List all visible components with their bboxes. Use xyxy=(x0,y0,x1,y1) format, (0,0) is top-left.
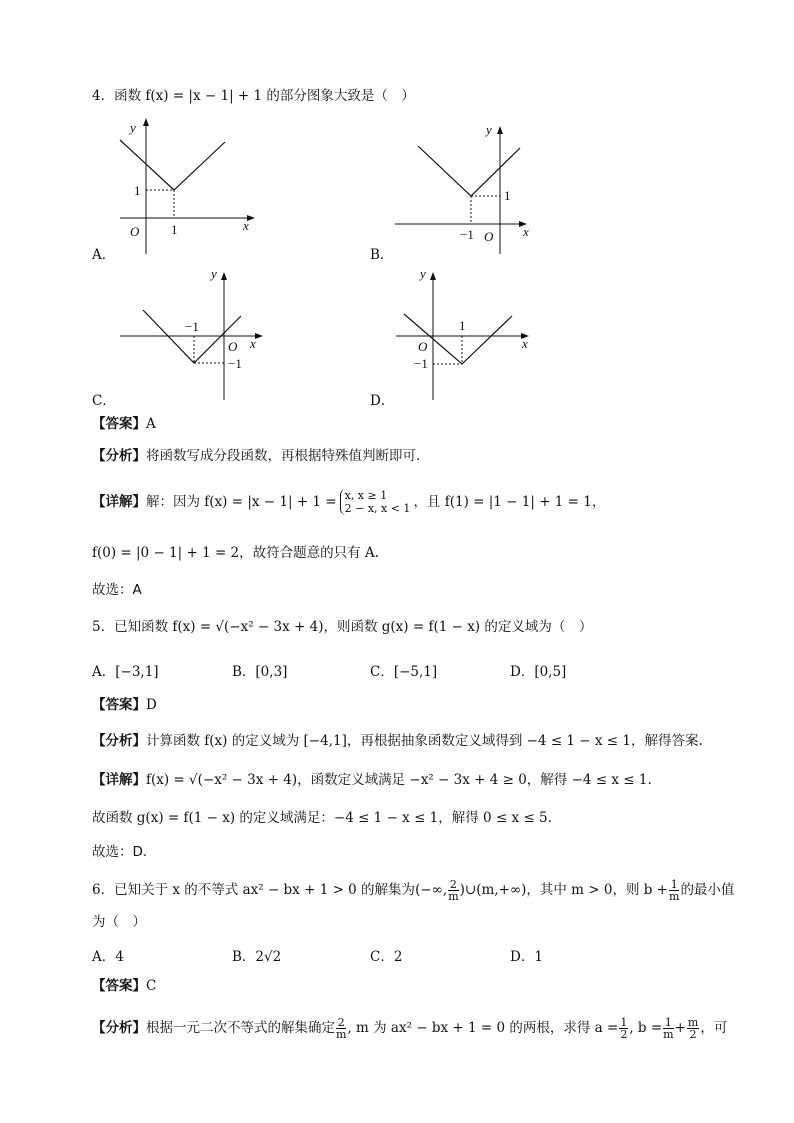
graph-b-vtick: 1 xyxy=(504,188,511,203)
graph-d-y-label: y xyxy=(420,266,426,281)
analysis-fraction-a: $\frac{1}{2}$ xyxy=(620,1015,628,1041)
analysis-text-c: , b = xyxy=(629,1020,663,1036)
graph-c-htick: −1 xyxy=(185,319,199,334)
q6-interval-b: )∪(m,+∞)，其中 m > 0，则 b + xyxy=(459,882,668,898)
graph-c xyxy=(110,262,270,402)
q5-analysis xyxy=(92,731,703,751)
q5-stem: 5．已知函数 f(x) = √(−x² − 3x + 4)，则函数 g(x) = f(1 − x) 的定义域为（ ） xyxy=(92,619,593,635)
answer-value: A xyxy=(146,416,156,432)
analysis-text-d: + xyxy=(674,1020,686,1036)
graph-b-x-label: x xyxy=(523,224,529,239)
graph-a-y-label: y xyxy=(130,120,136,135)
q6-option-b: B．2√2 xyxy=(232,949,282,965)
graph-d-x-label: x xyxy=(522,336,528,351)
q5-answer xyxy=(92,695,157,715)
graph-c-x-label: x xyxy=(250,336,256,351)
q4-stem: 4．函数 f(x) = |x − 1| + 1 的部分图象大致是（ ） xyxy=(92,88,415,104)
graph-b-y-label: y xyxy=(486,122,492,137)
graph-b-origin: O xyxy=(484,229,494,244)
piecewise-brace xyxy=(340,489,411,515)
answer-value: D xyxy=(146,697,157,713)
graph-d-option: D． xyxy=(370,393,395,409)
q4-detail-2: f(0) = |0 − 1| + 1 = 2，故符合题意的只有 A. xyxy=(92,545,379,561)
graph-c-origin: O xyxy=(228,339,238,354)
detail-text: f(x) = √(−x² − 3x + 4)，函数定义域满足 −x² − 3x + 4 ≥ 0，解得 −4 ≤ x ≤ 1. xyxy=(146,772,652,788)
graph-d-htick: 1 xyxy=(459,318,466,333)
analysis-text-b: , m 为 ax² − bx + 1 = 0 的两根，求得 a = xyxy=(347,1020,619,1036)
answer-tag: 【答案】 xyxy=(92,697,146,713)
graph-a-option: A． xyxy=(92,247,116,263)
piece-2: 2 − x, x < 1 xyxy=(344,502,411,515)
q6-analysis xyxy=(92,1008,727,1048)
q6-option-c: C．2 xyxy=(370,949,403,965)
analysis-text-a: 根据一元二次不等式的解集确定 xyxy=(146,1020,335,1036)
q6-option-d: D．1 xyxy=(510,949,543,965)
piece-1: x, x ≥ 1 xyxy=(344,489,388,502)
detail-tag: 【详解】 xyxy=(92,772,146,788)
answer-tag: 【答案】 xyxy=(92,978,146,994)
analysis-tag: 【分析】 xyxy=(92,733,146,749)
graph-d-vtick: −1 xyxy=(414,356,428,371)
answer-tag: 【答案】 xyxy=(92,416,146,432)
answer-value: C xyxy=(146,978,157,994)
q4-answer xyxy=(92,414,156,434)
analysis-tag: 【分析】 xyxy=(92,448,146,464)
graph-a-htick: 1 xyxy=(171,222,178,237)
analysis-fraction-b1: $\frac{1}{m}$ xyxy=(663,1015,674,1041)
q5-option-a: A．[−3,1] xyxy=(92,664,159,680)
q6-option-a: A．4 xyxy=(92,949,124,965)
graph-c-y-label: y xyxy=(211,266,217,281)
detail-text-b: ，且 f(1) = |1 − 1| + 1 = 1， xyxy=(413,494,606,510)
q6-min-fraction: $\frac{1}{m}$ xyxy=(669,877,680,903)
graph-a-origin: O xyxy=(130,224,140,239)
detail-text-a: 解：因为 f(x) = |x − 1| + 1 = xyxy=(146,494,337,510)
detail-tag: 【详解】 xyxy=(92,494,146,510)
graph-d-origin: O xyxy=(418,339,428,354)
graph-a xyxy=(110,112,270,262)
analysis-text: 将函数写成分段函数，再根据特殊值判断即可. xyxy=(146,448,421,464)
graph-d xyxy=(390,262,550,402)
q5-detail-1 xyxy=(92,770,652,790)
analysis-text-e: ，可 xyxy=(700,1020,728,1036)
q6-stem-line-1 xyxy=(92,870,734,910)
graph-c-vtick: −1 xyxy=(228,356,242,371)
analysis-tag: 【分析】 xyxy=(92,1020,146,1036)
graph-b xyxy=(390,112,550,262)
q6-stem-a: 6．已知关于 x 的不等式 ax² − bx + 1 > 0 的解集为 xyxy=(92,882,416,898)
graph-b-option: B． xyxy=(370,247,394,263)
q5-detail-2: 故函数 g(x) = f(1 − x) 的定义域满足：−4 ≤ 1 − x ≤ 1，解得 0 ≤ x ≤ 5. xyxy=(92,810,552,826)
q6-answer xyxy=(92,976,156,996)
analysis-fraction-1: $\frac{2}{m}$ xyxy=(336,1015,347,1041)
graph-a-vtick: 1 xyxy=(134,183,141,198)
q4-choice: 故选：A xyxy=(92,582,142,598)
q5-option-c: C．[−5,1] xyxy=(370,664,438,680)
analysis-text: 计算函数 f(x) 的定义域为 [−4,1]，再根据抽象函数定义域得到 −4 ≤ 1 − x ≤ 1，解得答案. xyxy=(146,733,703,749)
q4-detail-1 xyxy=(92,482,605,522)
q6-stem-line-2: 为（ ） xyxy=(92,914,146,930)
q4-analysis xyxy=(92,446,420,466)
q6-stem-b: 的最小值 xyxy=(680,882,735,898)
graph-c-option: C． xyxy=(92,393,116,409)
graph-b-htick: −1 xyxy=(460,227,474,242)
q5-choice: 故选：D. xyxy=(92,844,148,860)
q5-option-d: D．[0,5] xyxy=(510,664,567,680)
q5-option-b: B．[0,3] xyxy=(232,664,288,680)
analysis-fraction-b2: $\frac{m}{2}$ xyxy=(687,1015,699,1041)
q6-interval-fraction: $\frac{2}{m}$ xyxy=(448,877,459,903)
q6-interval-a: (−∞, xyxy=(415,882,448,898)
graph-a-x-label: x xyxy=(243,218,249,233)
